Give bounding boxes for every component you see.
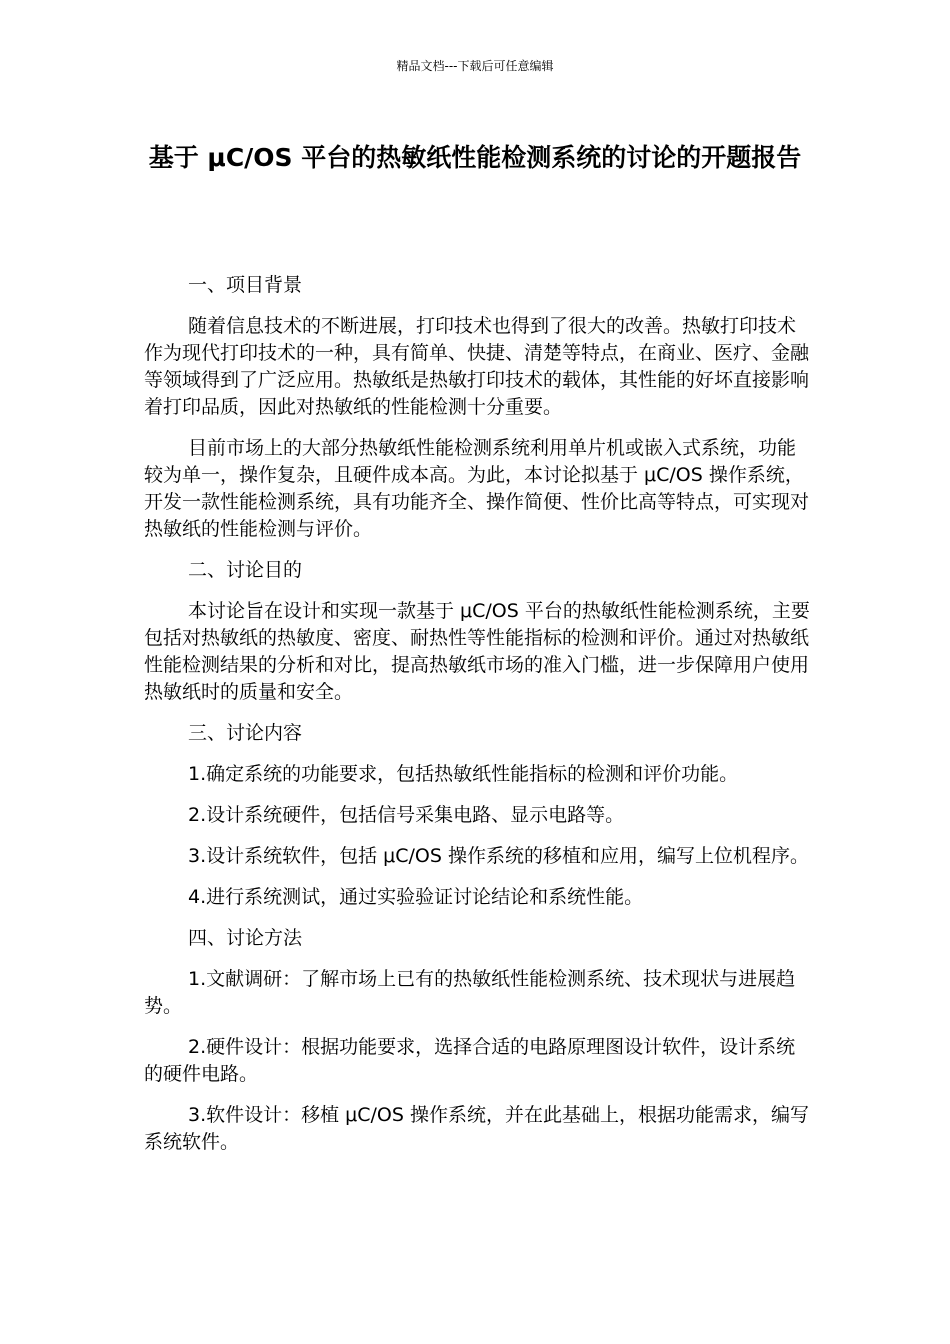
header-note: 精品文档---下载后可任意编辑 <box>396 59 554 73</box>
method-item-2: 2.硬件设计：根据功能要求，选择合适的电路原理图设计软件，设计系统的硬件电路。 <box>144 1036 796 1085</box>
method-item-1: 1.文献调研：了解市场上已有的热敏纸性能检测系统、技术现状与进展趋势。 <box>144 968 796 1017</box>
paragraph-background-1: 随着信息技术的不断进展，打印技术也得到了很大的改善。热敏打印技术作为现代打印技术的一种，具有简单、快捷、清楚等特点，在商业、医疗、金融等领域得到了广泛应用。热敏纸是热敏打印技术的载体，其性能的好坏直接影响着打印品质，因此对热敏纸的性能检测十分重要。 <box>144 315 810 418</box>
paragraph-background-2: 目前市场上的大部分热敏纸性能检测系统利用单片机或嵌入式系统，功能较为单一，操作复杂，且硬件成本高。为此，本讨论拟基于 μC/OS 操作系统，开发一款性能检测系统，具有功能齐全、操作简便、性价比高等特点，可实现对热敏纸的性能检测与评价。 <box>144 437 810 540</box>
section-heading-purpose: 二、讨论目的 <box>188 559 303 581</box>
content-item-4: 4.进行系统测试，通过实验验证讨论结论和系统性能。 <box>188 886 644 908</box>
method-item-3: 3.软件设计：移植 μC/OS 操作系统，并在此基础上，根据功能需求，编写系统软件。 <box>144 1104 809 1153</box>
content-item-3: 3.设计系统软件，包括 μC/OS 操作系统的移植和应用，编写上位机程序。 <box>188 845 809 867</box>
content-item-1: 1.确定系统的功能要求，包括热敏纸性能指标的检测和评价功能。 <box>188 763 739 785</box>
section-heading-methods: 四、讨论方法 <box>188 927 303 949</box>
section-heading-background: 一、项目背景 <box>188 274 303 296</box>
section-heading-content: 三、讨论内容 <box>188 722 303 744</box>
content-item-2: 2.设计系统硬件，包括信号采集电路、显示电路等。 <box>188 804 625 826</box>
document-body <box>144 272 812 1170</box>
paragraph-purpose: 本讨论旨在设计和实现一款基于 μC/OS 平台的热敏纸性能检测系统，主要包括对热敏纸的热敏度、密度、耐热性等性能指标的检测和评价。通过对热敏纸性能检测结果的分析和对比，提高热敏纸市场的准入门槛，进一步保障用户使用热敏纸时的质量和安全。 <box>144 600 810 703</box>
document-title: 基于 μC/OS 平台的热敏纸性能检测系统的讨论的开题报告 <box>148 143 802 172</box>
